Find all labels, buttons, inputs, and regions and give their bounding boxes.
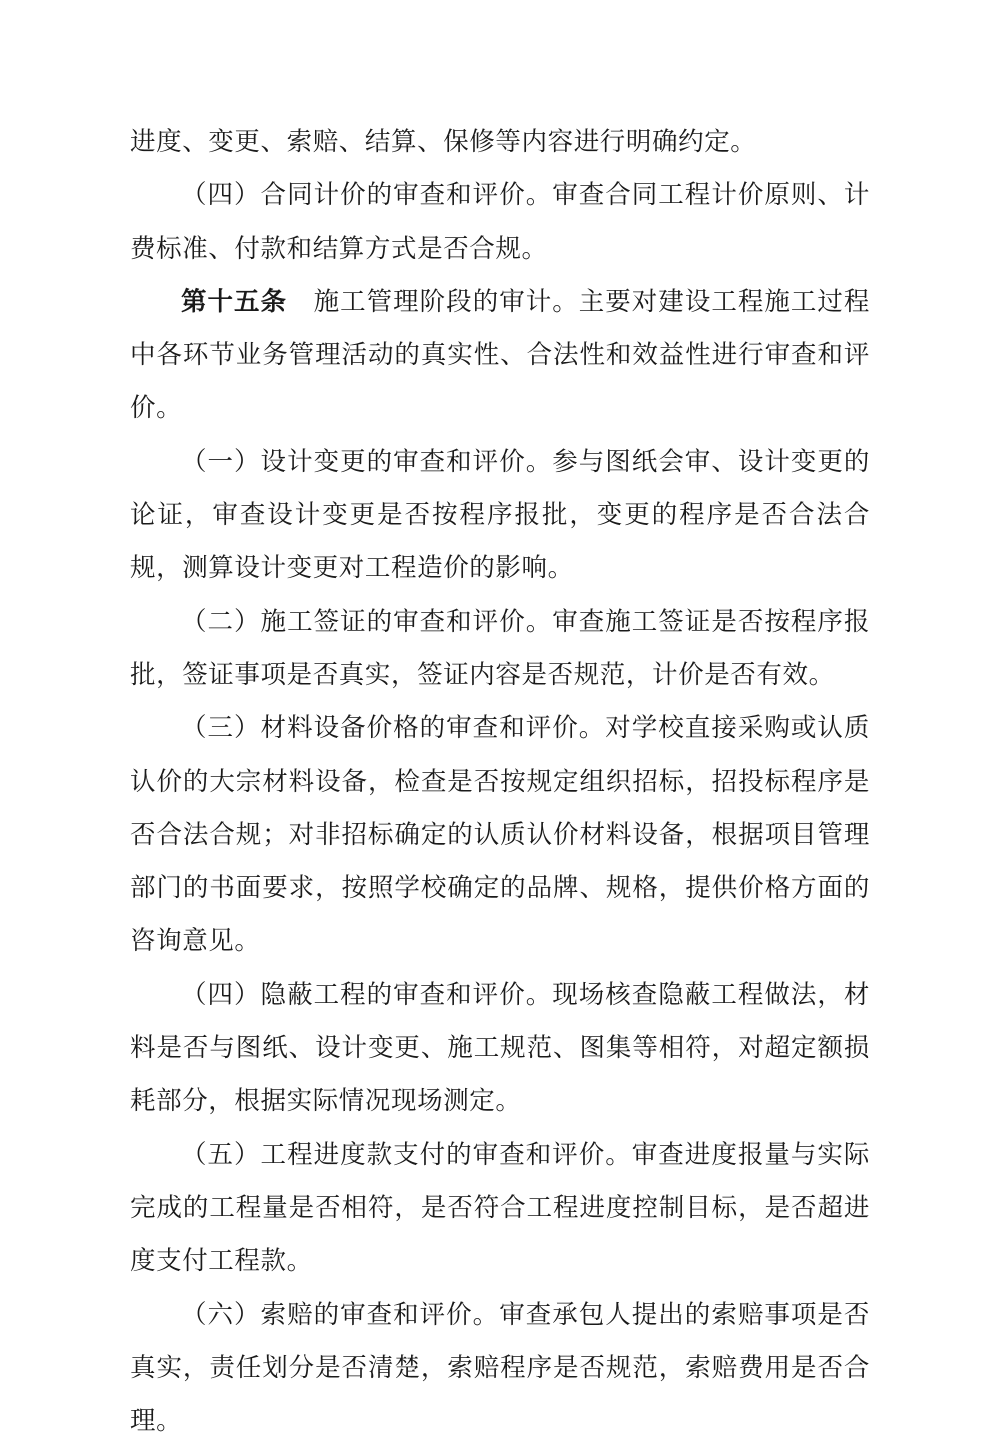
paragraph-text: （一）设计变更的审查和评价。参与图纸会审、设计变更的论证，审查设计变更是否按程序报批，变更的程序是否合法合规，测算设计变更对工程造价的影响。 <box>130 446 870 584</box>
paragraph-text: （四）隐蔽工程的审查和评价。现场核查隐蔽工程做法，材料是否与图纸、设计变更、施工规范、图集等相符，对超定额损耗部分，根据实际情况现场测定。 <box>130 979 870 1117</box>
paragraph-continuation <box>130 116 870 169</box>
document-page <box>130 116 870 1448</box>
paragraph-concealed-work <box>130 969 870 1129</box>
paragraph-construction-visa <box>130 596 870 703</box>
paragraph-contract-pricing <box>130 169 870 276</box>
paragraph-text: （五）工程进度款支付的审查和评价。审查进度报量与实际完成的工程量是否相符，是否符合工程进度控制目标，是否超进度支付工程款。 <box>130 1139 870 1277</box>
paragraph-text: （二）施工签证的审查和评价。审查施工签证是否按程序报批，签证事项是否真实，签证内容是否规范，计价是否有效。 <box>130 606 870 690</box>
article-heading: 第十五条 <box>181 286 288 317</box>
paragraph-text: （三）材料设备价格的审查和评价。对学校直接采购或认质认价的大宗材料设备，检查是否按规定组织招标，招投标程序是否合法合规；对非招标确定的认质认价材料设备，根据项目管理部门的书面要求，按照学校确定的品牌、规格，提供价格方面的咨询意见。 <box>130 713 870 957</box>
paragraph-text: （六）索赔的审查和评价。审查承包人提出的索赔事项是否真实，责任划分是否清楚，索赔程序是否规范，索赔费用是否合理。 <box>130 1299 870 1437</box>
paragraph-article-15 <box>130 276 870 436</box>
paragraph-text: 施工管理阶段的审计。主要对建设工程施工过程中各环节业务管理活动的真实性、合法性和效益性进行审查和评价。 <box>130 286 871 424</box>
paragraph-text: （四）合同计价的审查和评价。审查合同工程计价原则、计费标准、付款和结算方式是否合规。 <box>130 180 870 264</box>
paragraph-design-change <box>130 436 870 596</box>
paragraph-claims <box>130 1289 870 1448</box>
paragraph-text: 进度、变更、索赔、结算、保修等内容进行明确约定。 <box>130 127 757 157</box>
paragraph-progress-payment <box>130 1129 870 1289</box>
paragraph-material-price <box>130 702 870 968</box>
